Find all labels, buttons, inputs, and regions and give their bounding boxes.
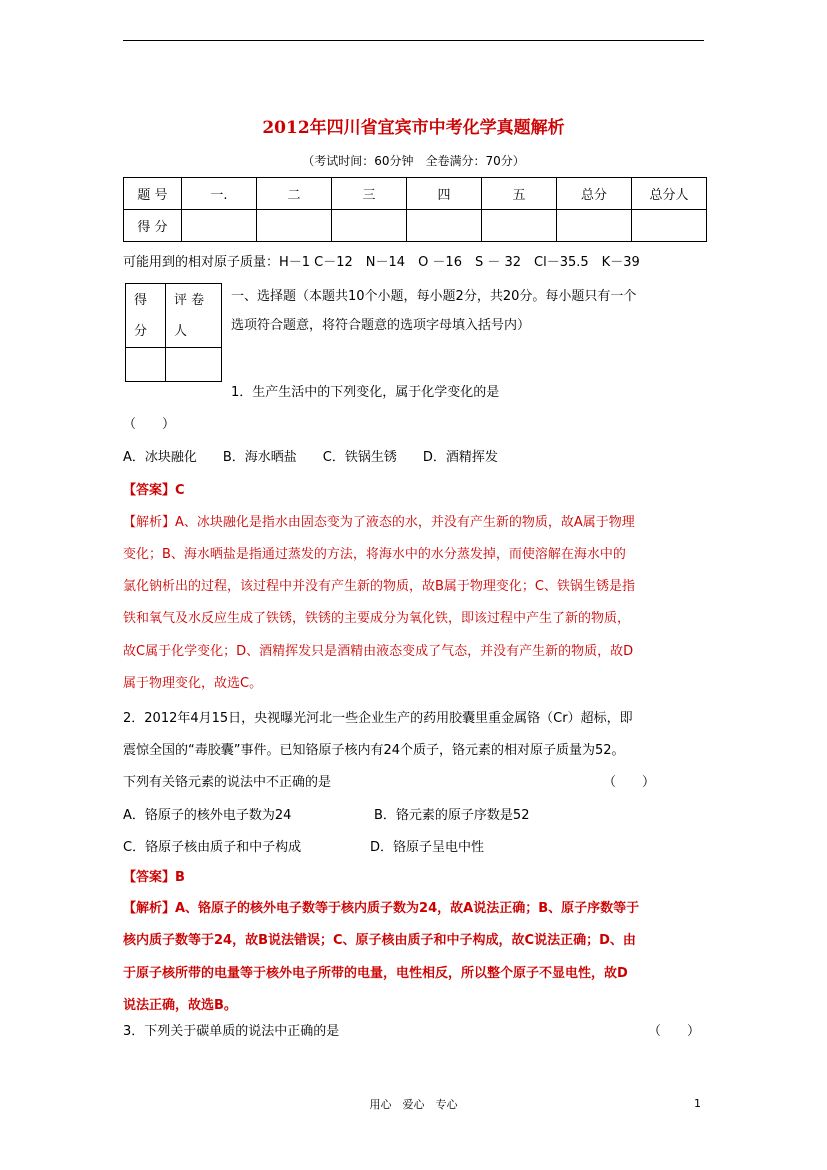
page-title: 2012年四川省宜宾市中考化学真题解析 <box>262 118 565 138</box>
question-1-stem: 1．生产生活中的下列变化，属于化学变化的是 <box>231 385 500 400</box>
question-2-stem: 震惊全国的“毒胶囊”事件。已知铬原子核内有24个质子，铬元素的相对原子质量为52。 <box>123 743 625 758</box>
answer-parentheses: （ ） <box>123 417 176 432</box>
table-cell: 五 <box>482 178 557 210</box>
score-field[interactable] <box>407 210 482 242</box>
footer-motto: 用心 爱心 专心 <box>369 1098 458 1111</box>
question-1-analysis: 【解析】A、冰块融化是指水由固态变为了液态的水，并没有产生新的物质，故A属于物理 <box>123 515 635 530</box>
score-field[interactable] <box>482 210 557 242</box>
table-cell: 四 <box>407 178 482 210</box>
question-2-analysis: 说法正确，故选B。 <box>123 998 237 1013</box>
table-row <box>124 210 707 242</box>
answer-parentheses: （ ） <box>603 775 656 790</box>
question-1-analysis: 铁和氧气及水反应生成了铁锈，铁锈的主要成分为氧化铁，即该过程中产生了新的物质， <box>123 611 631 626</box>
score-field[interactable] <box>557 210 632 242</box>
question-1-analysis: 属于物理变化，故选C。 <box>123 676 263 691</box>
page-number: 1 <box>694 1097 701 1110</box>
question-3-stem: 3．下列关于碳单质的说法中正确的是 <box>123 1024 340 1039</box>
answer-parentheses: （ ） <box>648 1024 701 1039</box>
grader-score-label: 得 <box>134 293 148 308</box>
section-heading: 一、选择题（本题共10个小题，每小题2分，共20分。每小题只有一个 <box>231 289 637 304</box>
question-2-stem: 2．2012年4月15日，央视曝光河北一些企业生产的药用胶囊里重金属铬（Cr）超标，即 <box>123 711 633 726</box>
grader-score-label: 分 <box>134 324 148 339</box>
score-field[interactable] <box>182 210 257 242</box>
question-1-analysis: 变化；B、海水晒盐是指通过蒸发的方法，将海水中的水分蒸发掉，而使溶解在海水中的 <box>123 547 626 562</box>
grader-name-label: 评 卷 <box>174 293 205 308</box>
table-cell: 题 号 <box>124 178 182 210</box>
question-2-option-a: A．铬原子的核外电子数为24 <box>123 808 292 823</box>
question-1-analysis: 氯化钠析出的过程，该过程中并没有产生新的物质，故B属于物理变化；C、铁锅生锈是指 <box>123 579 635 594</box>
score-field[interactable] <box>332 210 407 242</box>
header-rule <box>123 40 704 41</box>
grader-box-divider <box>165 283 166 381</box>
table-cell: 二 <box>257 178 332 210</box>
table-cell: 一. <box>182 178 257 210</box>
question-2-answer: 【答案】B <box>123 870 185 885</box>
question-1-answer: 【答案】C <box>123 483 185 498</box>
grader-box-divider <box>125 347 221 348</box>
question-1-analysis: 故C属于化学变化；D、酒精挥发只是酒精由液态变成了气态，并没有产生新的物质，故D <box>123 644 634 659</box>
question-1-options: A．冰块融化 B．海水晒盐 C．铁锅生锈 D．酒精挥发 <box>123 450 498 465</box>
score-table <box>123 177 707 242</box>
grader-name-label: 人 <box>174 324 188 339</box>
question-2-stem: 下列有关铬元素的说法中不正确的是 <box>123 775 332 790</box>
question-2-option-b: B．铬元素的原子序数是52 <box>374 808 530 823</box>
exam-info: （考试时间：60分钟 全卷满分：70分） <box>302 154 525 168</box>
table-cell: 得 分 <box>124 210 182 242</box>
atomic-masses: 可能用到的相对原子质量：H－1 C－12 N－14 O －16 S － 32 Cl－35.5 K－39 <box>123 255 640 270</box>
question-2-analysis: 核内质子数等于24，故B说法错误；C、原子核由质子和中子构成，故C说法正确；D、由 <box>123 933 636 948</box>
score-field[interactable] <box>632 210 707 242</box>
score-field[interactable] <box>257 210 332 242</box>
question-2-analysis: 【解析】A、铬原子的核外电子数等于核内质子数为24，故A说法正确；B、原子序数等于 <box>123 901 640 916</box>
question-2-analysis: 于原子核所带的电量等于核外电子所带的电量，电性相反，所以整个原子不显电性，故D <box>123 966 628 981</box>
question-2-option-d: D．铬原子呈电中性 <box>370 840 485 855</box>
table-cell: 总分 <box>557 178 632 210</box>
table-row <box>124 178 707 210</box>
section-heading: 选项符合题意，将符合题意的选项字母填入括号内） <box>231 318 531 333</box>
table-cell: 总分人 <box>632 178 707 210</box>
question-2-option-c: C．铬原子核由质子和中子构成 <box>123 840 302 855</box>
table-cell: 三 <box>332 178 407 210</box>
